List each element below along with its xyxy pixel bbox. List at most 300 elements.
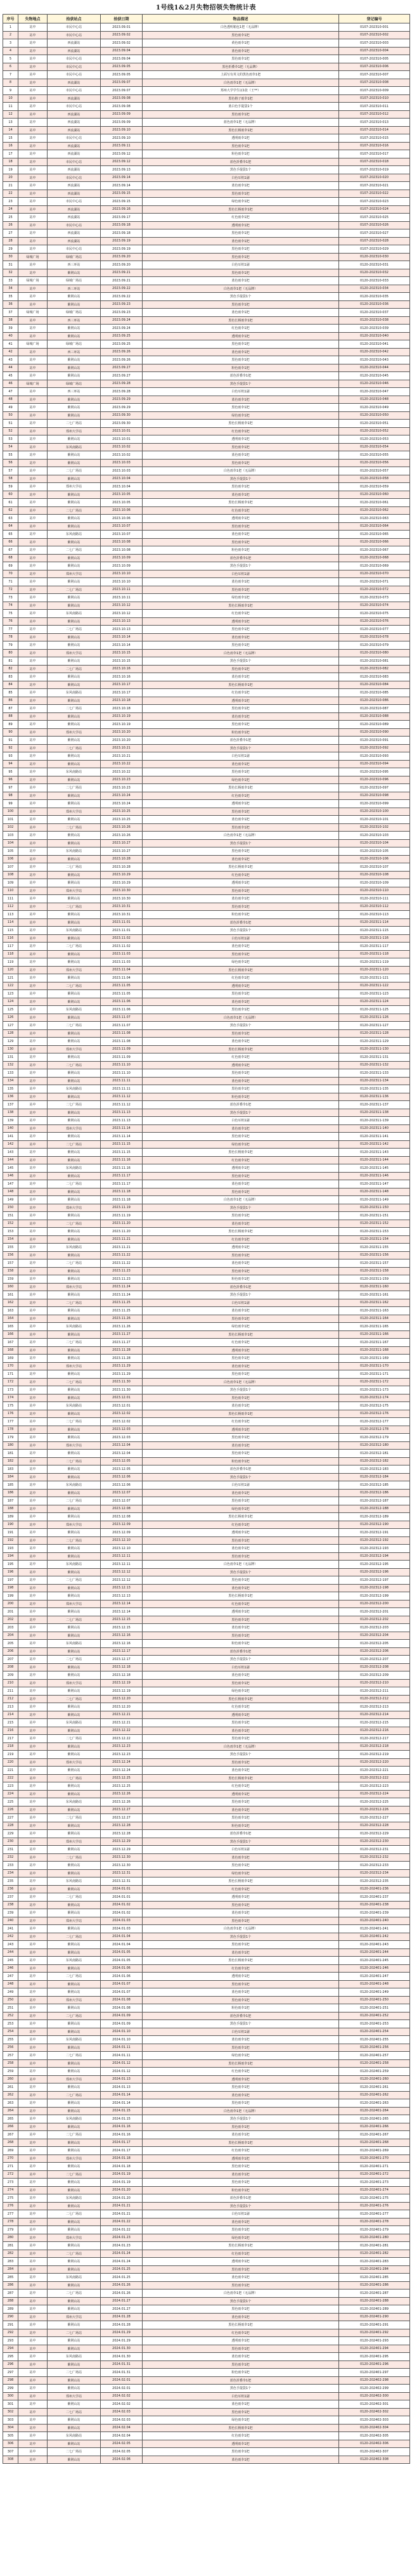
table-row xyxy=(3,2258,410,2266)
cell-index: 201 xyxy=(3,1608,18,1616)
table-row xyxy=(3,1941,410,1949)
cell-found-date: 2023.11.29 xyxy=(101,1362,143,1370)
table-row xyxy=(3,1006,410,1014)
cell-index: 191 xyxy=(3,1529,18,1537)
cell-found-station: 二七广场站 xyxy=(48,784,101,792)
table-row xyxy=(3,245,410,254)
cell-found-station: 紫荆山站 xyxy=(48,1434,101,1442)
cell-item-description: 红色雨伞1把 xyxy=(143,1964,339,1973)
cell-item-description: 绿色雨伞1把 xyxy=(143,2416,339,2425)
cell-found-station: 二七广场站 xyxy=(48,467,101,475)
table-row xyxy=(3,1180,410,1188)
table-row xyxy=(3,855,410,863)
cell-registration-number: 0120-202401-236 xyxy=(339,1885,410,1893)
cell-found-station: 紫荆山站 xyxy=(48,2147,101,2155)
cell-found-date: 2023.12.10 xyxy=(101,1536,143,1545)
cell-index: 125 xyxy=(3,1006,18,1014)
table-row xyxy=(3,990,410,998)
table-row xyxy=(3,198,410,206)
table-row xyxy=(3,1497,410,1505)
cell-index: 141 xyxy=(3,1133,18,1141)
table-row xyxy=(3,1069,410,1078)
cell-found-station: 紫荆山站 xyxy=(48,1529,101,1537)
table-row xyxy=(3,712,410,721)
cell-registration-number: 0107-202310-015 xyxy=(339,134,410,143)
table-row xyxy=(3,1695,410,1703)
cell-found-date: 2023.12.14 xyxy=(101,1600,143,1608)
cell-found-date: 2024.02.05 xyxy=(101,2440,143,2448)
cell-index: 297 xyxy=(3,2369,18,2377)
cell-registration-number: 0107-202310-029 xyxy=(339,245,410,254)
cell-found-date: 2023.11.07 xyxy=(101,1022,143,1030)
cell-item-description: 蓝色雨伞1把 xyxy=(143,1727,339,1735)
cell-found-date: 2023.12.28 xyxy=(101,1830,143,1838)
cell-found-station: 东风南路站 xyxy=(48,1006,101,1014)
cell-found-date: 2023.10.18 xyxy=(101,705,143,713)
cell-found-station: 市民中心站 xyxy=(48,31,101,39)
cell-item-description: 黑色雨伞1把 xyxy=(143,2163,339,2171)
table-row xyxy=(3,752,410,761)
cell-found-date: 2023.09.19 xyxy=(101,245,143,254)
cell-index: 205 xyxy=(3,1640,18,1648)
cell-found-station: 紫荆山站 xyxy=(48,1647,101,1656)
cell-registration-number: 0120-202311-135 xyxy=(339,1085,410,1093)
cell-item-description: 黑色长柄雨伞1把 xyxy=(143,1513,339,1521)
cell-found-date: 2023.09.28 xyxy=(101,388,143,396)
cell-index: 288 xyxy=(3,2297,18,2305)
cell-registration-number: 0120-202401-237 xyxy=(339,1893,410,1902)
cell-lost-location: 绿城广场 xyxy=(18,380,48,388)
table-row xyxy=(3,1386,410,1394)
table-row xyxy=(3,205,410,214)
cell-index: 132 xyxy=(3,1061,18,1069)
cell-found-date: 2024.01.23 xyxy=(101,2234,143,2242)
cell-registration-number: 0120-202311-121 xyxy=(339,974,410,982)
cell-lost-location: 站中 xyxy=(18,1608,48,1616)
cell-item-description: 蓝色折叠伞1把 xyxy=(143,1830,339,1838)
cell-found-station: 紫荆山站 xyxy=(48,1980,101,1988)
cell-registration-number: 0120-202311-154 xyxy=(339,1235,410,1244)
cell-index: 70 xyxy=(3,570,18,578)
cell-registration-number: 0120-202402-301 xyxy=(339,2400,410,2409)
cell-item-description: 蓝色雨伞1把 xyxy=(143,1624,339,1632)
cell-lost-location: 站中 xyxy=(18,1869,48,1877)
cell-lost-location: 绿城广场 xyxy=(18,340,48,349)
table-row xyxy=(3,39,410,48)
cell-lost-location: 站中 xyxy=(18,578,48,586)
table-row xyxy=(3,285,410,293)
table-row xyxy=(3,721,410,729)
cell-item-description: 白色雨伞1把（无品牌） xyxy=(143,2289,339,2298)
cell-registration-number: 0120-202312-181 xyxy=(339,1450,410,1458)
cell-index: 146 xyxy=(3,1172,18,1180)
cell-found-station: 紫荆山站 xyxy=(48,2456,101,2464)
cell-found-date: 2024.01.10 xyxy=(101,2036,143,2044)
cell-index: 35 xyxy=(3,293,18,301)
cell-registration-number: 0120-202311-127 xyxy=(339,1022,410,1030)
cell-index: 166 xyxy=(3,1330,18,1339)
cell-lost-location: 站中 xyxy=(18,1663,48,1671)
table-row xyxy=(3,2115,410,2123)
cell-item-description: 黑色手提袋1个 xyxy=(143,166,339,174)
cell-lost-location: 站中 xyxy=(18,2083,48,2092)
cell-found-station: 紫荆山站 xyxy=(48,562,101,570)
cell-item-description: 蓝色雨伞1把 xyxy=(143,47,339,55)
header-found-station: 拾获站点 xyxy=(48,15,101,23)
cell-found-date: 2023.12.11 xyxy=(101,1561,143,1569)
cell-found-date: 2023.09.07 xyxy=(101,79,143,87)
cell-found-station: 紫荆山站 xyxy=(48,1624,101,1632)
cell-found-station: 二七广场站 xyxy=(48,1853,101,1862)
cell-registration-number: 0120-202401-245 xyxy=(339,1957,410,1965)
cell-index: 46 xyxy=(3,380,18,388)
cell-lost-location: 站中 xyxy=(18,1275,48,1284)
cell-item-description: 黑色雨伞1把 xyxy=(143,356,339,364)
cell-lost-location: 站中 xyxy=(18,712,48,721)
cell-found-station: 紫荆山站 xyxy=(48,1592,101,1600)
cell-item-description: 黑色长柄雨伞1把 xyxy=(143,2059,339,2068)
cell-found-station: 郑州大学站 xyxy=(48,570,101,578)
cell-item-description: 黑色雨伞1把 xyxy=(143,626,339,634)
cell-index: 136 xyxy=(3,1093,18,1101)
cell-item-description: 黑色雨伞1把 xyxy=(143,2265,339,2274)
cell-found-station: 紫荆山站 xyxy=(48,1727,101,1735)
table-row xyxy=(3,1893,410,1902)
cell-index: 54 xyxy=(3,443,18,451)
cell-registration-number: 0120-202312-232 xyxy=(339,1853,410,1862)
cell-registration-number: 0120-202310-031 xyxy=(339,261,410,269)
cell-item-description: 黑色雨伞1把 xyxy=(143,1941,339,1949)
table-row xyxy=(3,1378,410,1386)
cell-registration-number: 0120-202311-131 xyxy=(339,1053,410,1062)
table-row xyxy=(3,1441,410,1450)
cell-index: 56 xyxy=(3,459,18,467)
cell-registration-number: 0120-202312-196 xyxy=(339,1568,410,1576)
cell-registration-number: 0120-202312-220 xyxy=(339,1758,410,1767)
cell-found-station: 市民中心站 xyxy=(48,134,101,143)
cell-found-date: 2023.11.01 xyxy=(101,918,143,927)
cell-lost-location: 站中 xyxy=(18,934,48,943)
table-row xyxy=(3,1917,410,1925)
cell-lost-location: 站中 xyxy=(18,87,48,95)
cell-index: 225 xyxy=(3,1798,18,1806)
cell-item-description: 蓝色雨伞1把 xyxy=(143,1124,339,1133)
cell-found-date: 2023.09.24 xyxy=(101,316,143,325)
cell-registration-number: 0120-202310-047 xyxy=(339,388,410,396)
cell-found-station: 紫荆山站 xyxy=(48,792,101,800)
cell-found-station: 西流湖站 xyxy=(48,150,101,158)
cell-found-date: 2023.09.22 xyxy=(101,293,143,301)
cell-found-station: 东风南路站 xyxy=(48,1957,101,1965)
cell-found-station: 郑州大学站 xyxy=(48,1679,101,1687)
cell-registration-number: 0120-202310-084 xyxy=(339,681,410,689)
cell-found-station: 紫荆山站 xyxy=(48,356,101,364)
cell-registration-number: 0120-202311-150 xyxy=(339,1204,410,1212)
table-row xyxy=(3,1251,410,1259)
cell-index: 186 xyxy=(3,1489,18,1497)
cell-found-date: 2024.01.22 xyxy=(101,2218,143,2226)
cell-registration-number: 0120-202312-189 xyxy=(339,1513,410,1521)
cell-registration-number: 0120-202311-170 xyxy=(339,1362,410,1370)
cell-item-description: 透明雨伞1把 xyxy=(143,1061,339,1069)
cell-registration-number: 0120-202310-101 xyxy=(339,816,410,824)
cell-lost-location: 站中 xyxy=(18,506,48,515)
cell-registration-number: 0120-202311-147 xyxy=(339,1180,410,1188)
cell-item-description: 黑色雨伞1把 xyxy=(143,1980,339,1988)
cell-found-date: 2024.01.31 xyxy=(101,2369,143,2377)
cell-found-date: 2023.09.14 xyxy=(101,182,143,190)
cell-found-station: 二七广场站 xyxy=(48,1497,101,1505)
cell-found-date: 2023.10.17 xyxy=(101,681,143,689)
cell-index: 50 xyxy=(3,411,18,420)
cell-found-date: 2023.10.22 xyxy=(101,760,143,768)
table-row xyxy=(3,126,410,134)
cell-registration-number: 0120-202310-038 xyxy=(339,316,410,325)
cell-index: 134 xyxy=(3,1077,18,1085)
table-row xyxy=(3,1624,410,1632)
cell-registration-number: 0120-202312-230 xyxy=(339,1838,410,1846)
table-row xyxy=(3,1996,410,2004)
cell-index: 182 xyxy=(3,1457,18,1465)
cell-found-date: 2023.09.20 xyxy=(101,261,143,269)
cell-found-station: 紫荆山站 xyxy=(48,1093,101,1101)
cell-item-description: 黑色手提袋1个 xyxy=(143,2115,339,2123)
cell-index: 53 xyxy=(3,435,18,444)
cell-found-station: 紫荆山站 xyxy=(48,2123,101,2131)
cell-registration-number: 0120-202312-192 xyxy=(339,1536,410,1545)
cell-index: 197 xyxy=(3,1576,18,1585)
cell-index: 9 xyxy=(3,87,18,95)
cell-found-station: 市民中心站 xyxy=(48,87,101,95)
table-row xyxy=(3,396,410,404)
cell-registration-number: 0120-202310-057 xyxy=(339,467,410,475)
cell-item-description: 黑色手提袋1个 xyxy=(143,657,339,666)
cell-lost-location: 站中 xyxy=(18,1624,48,1632)
cell-lost-location: 站中 xyxy=(18,1632,48,1640)
table-row xyxy=(3,895,410,903)
cell-lost-location: 站中 xyxy=(18,1101,48,1109)
cell-found-date: 2024.01.16 xyxy=(101,2123,143,2131)
cell-index: 271 xyxy=(3,2163,18,2171)
cell-index: 76 xyxy=(3,617,18,626)
cell-index: 126 xyxy=(3,1014,18,1022)
cell-registration-number: 0120-202312-211 xyxy=(339,1687,410,1696)
cell-found-station: 紫荆山站 xyxy=(48,712,101,721)
cell-found-date: 2023.12.25 xyxy=(101,1774,143,1782)
cell-found-station: 市民中心站 xyxy=(48,174,101,182)
cell-found-date: 2023.11.04 xyxy=(101,974,143,982)
cell-lost-location: 站中 xyxy=(18,752,48,761)
cell-lost-location: 绿城广场 xyxy=(18,277,48,285)
cell-found-date: 2023.09.25 xyxy=(101,340,143,349)
cell-index: 217 xyxy=(3,1735,18,1743)
cell-item-description: 绿色雨伞1把 xyxy=(143,1140,339,1149)
cell-index: 216 xyxy=(3,1727,18,1735)
table-row xyxy=(3,427,410,435)
cell-item-description: 黑色雨伞1把 xyxy=(143,1917,339,1925)
cell-item-description: 粉色雨伞1把 xyxy=(143,1457,339,1465)
cell-index: 215 xyxy=(3,1719,18,1727)
cell-index: 251 xyxy=(3,2004,18,2012)
table-row xyxy=(3,269,410,277)
cell-found-station: 紫荆山站 xyxy=(48,1964,101,1973)
cell-found-date: 2023.12.26 xyxy=(101,1790,143,1798)
cell-found-date: 2023.10.17 xyxy=(101,689,143,697)
cell-lost-location: 站中 xyxy=(18,1220,48,1228)
cell-item-description: 上面写有英文的黑色雨伞1把 xyxy=(143,71,339,79)
cell-lost-location: 站中 xyxy=(18,1307,48,1315)
cell-index: 256 xyxy=(3,2044,18,2052)
cell-found-station: 紫荆山站 xyxy=(48,2068,101,2076)
cell-item-description: 红色雨伞1把 xyxy=(143,1156,339,1164)
table-row xyxy=(3,1402,410,1410)
cell-registration-number: 0120-202311-167 xyxy=(339,1339,410,1347)
cell-found-station: 二七广场站 xyxy=(48,2369,101,2377)
table-row xyxy=(3,2234,410,2242)
table-row xyxy=(3,2075,410,2083)
cell-lost-location: 站中 xyxy=(18,1973,48,1981)
cell-index: 20 xyxy=(3,174,18,182)
cell-registration-number: 0120-202310-102 xyxy=(339,823,410,832)
cell-found-date: 2023.10.06 xyxy=(101,515,143,523)
cell-lost-location: 站中 xyxy=(18,918,48,927)
cell-found-date: 2023.09.15 xyxy=(101,190,143,198)
cell-lost-location: 站中 xyxy=(18,1497,48,1505)
cell-found-station: 紫荆山站 xyxy=(48,2297,101,2305)
cell-item-description: 粉色雨伞1把 xyxy=(143,1275,339,1284)
cell-registration-number: 0120-202310-044 xyxy=(339,364,410,372)
cell-lost-location: 站中 xyxy=(18,182,48,190)
cell-lost-location: 站中 xyxy=(18,2036,48,2044)
cell-lost-location: 站中 xyxy=(18,1291,48,1299)
cell-found-date: 2024.01.25 xyxy=(101,2265,143,2274)
table-row xyxy=(3,839,410,847)
cell-item-description: 蓝色雨伞1把（无品牌） xyxy=(143,119,339,127)
cell-index: 42 xyxy=(3,348,18,356)
table-row xyxy=(3,1426,410,1434)
cell-found-station: 二七广场站 xyxy=(48,1101,101,1109)
cell-item-description: 绿色雨伞1把 xyxy=(143,198,339,206)
cell-index: 290 xyxy=(3,2313,18,2321)
cell-lost-location: 站中 xyxy=(18,1671,48,1680)
cell-index: 121 xyxy=(3,974,18,982)
cell-index: 157 xyxy=(3,1259,18,1268)
cell-found-date: 2024.01.18 xyxy=(101,2163,143,2171)
table-row xyxy=(3,134,410,143)
cell-item-description: 蓝色折叠伞1把 xyxy=(143,2376,339,2385)
cell-lost-location: 站中 xyxy=(18,2115,48,2123)
cell-registration-number: 0120-202401-284 xyxy=(339,2265,410,2274)
cell-found-date: 2023.09.12 xyxy=(101,150,143,158)
cell-registration-number: 0120-202401-288 xyxy=(339,2297,410,2305)
cell-lost-location: 站中 xyxy=(18,1441,48,1450)
cell-lost-location: 站中 xyxy=(18,1846,48,1854)
cell-registration-number: 0120-202401-294 xyxy=(339,2345,410,2353)
cell-registration-number: 0120-202311-151 xyxy=(339,1212,410,1220)
cell-registration-number: 0120-202401-240 xyxy=(339,1917,410,1925)
cell-found-station: 紫荆山站 xyxy=(48,2083,101,2092)
cell-item-description: 黑色折叠伞1把（无品牌） xyxy=(143,63,339,71)
cell-index: 79 xyxy=(3,641,18,650)
table-row xyxy=(3,673,410,681)
cell-item-description: 黑色雨伞1把 xyxy=(143,2179,339,2187)
cell-found-date: 2023.12.11 xyxy=(101,1552,143,1561)
cell-found-date: 2023.12.15 xyxy=(101,1624,143,1632)
cell-found-date: 2023.12.12 xyxy=(101,1576,143,1585)
cell-item-description: 蓝色雨伞1把 xyxy=(143,1671,339,1680)
table-row xyxy=(3,300,410,309)
cell-found-station: 紫荆山站 xyxy=(48,1410,101,1418)
cell-index: 99 xyxy=(3,800,18,808)
cell-found-date: 2024.01.09 xyxy=(101,2020,143,2028)
cell-found-station: 紫荆山站 xyxy=(48,1988,101,1997)
cell-item-description: 黑色雨伞1把 xyxy=(143,2448,339,2456)
cell-lost-location: 站中 xyxy=(18,190,48,198)
table-row xyxy=(3,586,410,594)
cell-registration-number: 0120-202310-083 xyxy=(339,673,410,681)
cell-lost-location: 站中 xyxy=(18,2242,48,2250)
cell-found-date: 2023.12.03 xyxy=(101,1426,143,1434)
table-row xyxy=(3,1188,410,1196)
cell-found-station: 紫荆山站 xyxy=(48,998,101,1006)
cell-item-description: 粉色雨伞1把 xyxy=(143,364,339,372)
cell-item-description: 蓝白色手提袋1个 xyxy=(143,103,339,111)
table-row xyxy=(3,87,410,95)
table-row xyxy=(3,1838,410,1846)
cell-lost-location: 站中 xyxy=(18,174,48,182)
cell-registration-number: 0120-202401-267 xyxy=(339,2131,410,2139)
cell-registration-number: 0120-202310-056 xyxy=(339,459,410,467)
cell-found-station: 东风南路站 xyxy=(48,689,101,697)
cell-item-description: 白色雨伞1把（无品牌） xyxy=(143,2107,339,2115)
cell-found-station: 紫荆山站 xyxy=(48,2424,101,2432)
cell-index: 119 xyxy=(3,958,18,967)
cell-index: 282 xyxy=(3,2250,18,2258)
cell-item-description: 蓝色折叠伞1把 xyxy=(143,1283,339,1291)
cell-found-date: 2023.11.06 xyxy=(101,998,143,1006)
cell-found-date: 2023.10.09 xyxy=(101,554,143,562)
table-row xyxy=(3,63,410,71)
cell-lost-location: 站中 xyxy=(18,641,48,650)
cell-found-date: 2023.10.31 xyxy=(101,903,143,911)
cell-lost-location: 站中 xyxy=(18,119,48,127)
cell-found-station: 紫荆山站 xyxy=(48,1172,101,1180)
cell-found-date: 2023.09.02 xyxy=(101,31,143,39)
cell-found-station: 二七广场站 xyxy=(48,420,101,428)
cell-found-date: 2023.11.07 xyxy=(101,1014,143,1022)
cell-found-date: 2023.11.01 xyxy=(101,927,143,935)
cell-item-description: 蓝色雨伞1把 xyxy=(143,309,339,317)
table-row xyxy=(3,610,410,618)
cell-found-station: 绿城广场站 xyxy=(48,340,101,349)
table-row xyxy=(3,1980,410,1988)
cell-index: 231 xyxy=(3,1846,18,1854)
cell-lost-location: 站中 xyxy=(18,1394,48,1402)
cell-registration-number: 0120-202312-219 xyxy=(339,1751,410,1759)
cell-item-description: 白色雨伞1把（无品牌） xyxy=(143,285,339,293)
cell-index: 80 xyxy=(3,649,18,657)
cell-lost-location: 站中 xyxy=(18,1545,48,1553)
cell-item-description: 透明雨伞1把 xyxy=(143,1790,339,1798)
cell-item-description: 白色雨伞1把（无品牌） xyxy=(143,1742,339,1751)
cell-registration-number: 0120-202312-184 xyxy=(339,1473,410,1481)
cell-item-description: 黑色雨伞1把 xyxy=(143,31,339,39)
cell-item-description: 粉色雨伞1把 xyxy=(143,2186,339,2194)
cell-found-date: 2023.10.15 xyxy=(101,649,143,657)
cell-found-station: 紫荆山站 xyxy=(48,435,101,444)
cell-item-description: 黑色手提袋1个 xyxy=(143,1291,339,1299)
cell-found-date: 2023.09.04 xyxy=(101,55,143,63)
